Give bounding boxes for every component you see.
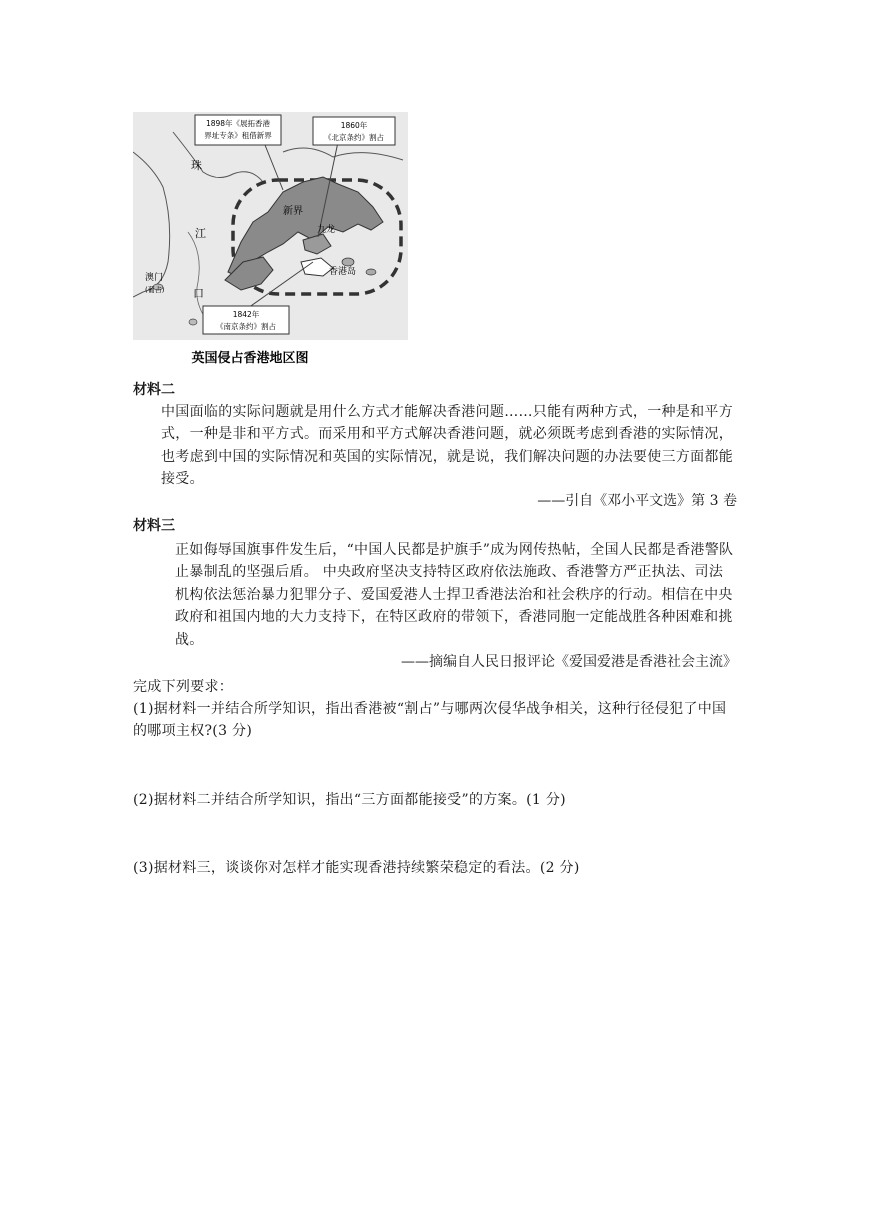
label-1860-line2: 《北京条约》割占	[324, 133, 384, 142]
river-label-zhu: 珠	[191, 159, 202, 172]
question-2: (2)据材料二并结合所学知识，指出“三方面都能接受”的方案。(1 分)	[133, 792, 566, 808]
place-jiulong: 九龙	[317, 225, 336, 235]
questions-intro: 完成下列要求：	[133, 679, 234, 695]
material-2-text: 中国面临的实际问题就是用什么方式才能解决香港问题……只能有两种方式，一种是和平方式，一种是非和平方式。而采用和平方式解决香港问题，就必须既考虑到香港的实际情况，也考虑到中国的实际情况和英国的实际情况，就是说，我们解决问题的办法要使三方面都能接受。	[161, 404, 733, 488]
hong-kong-map-figure	[133, 112, 408, 370]
material-2-heading: 材料二	[133, 382, 175, 398]
place-aomen-sub: (葡占)	[145, 286, 165, 294]
river-label-jiang: 江	[195, 227, 206, 240]
river-label-kou: 口	[193, 287, 204, 300]
label-1898-line1: 1898年《展拓香港	[205, 119, 271, 128]
material-2-body	[133, 401, 737, 491]
material-3-heading: 材料三	[133, 518, 175, 534]
place-aomen: 澳门	[145, 273, 164, 283]
material-3-body	[133, 539, 737, 651]
material-3-source: ——摘编自人民日报评论《爱国爱港是香港社会主流》	[401, 654, 737, 670]
hong-kong-map	[133, 112, 408, 370]
label-1842-line1: 1842年	[232, 310, 260, 319]
place-xianggangdao: 香港岛	[329, 267, 357, 277]
label-1842-line2: 《南京条约》割占	[216, 322, 276, 331]
question-1: (1)据材料一并结合所学知识，指出香港被“割占”与哪两次侵华战争相关，这种行径侵犯了中国的哪项主权?(3 分)	[133, 701, 727, 739]
material-2-source: ——引自《邓小平文选》第 3 卷	[537, 493, 737, 509]
place-xinjie: 新界	[283, 206, 303, 217]
label-1860-line1: 1860年	[340, 121, 368, 130]
map-caption: 英国侵占香港地区图	[191, 351, 309, 366]
material-3-text: 正如侮辱国旗事件发生后，“中国人民都是护旗手”成为网传热帖，全国人民都是香港警队止暴制乱的坚强后盾。 中央政府坚决支持特区政府依法施政、香港警方严正执法、司法机构依法惩治暴力犯罪分子、爱国爱港人士捍卫香港法治和社会秩序的行动。相信在中央政府和祖国内地的大力支持下，在特区政府的带领下，香港同胞一定能战胜各种困难和挑战。	[175, 542, 734, 648]
label-1898-line2: 界址专条》租借新界	[204, 131, 272, 140]
question-3: (3)据材料三，谈谈你对怎样才能实现香港持续繁荣稳定的看法。(2 分)	[133, 860, 580, 876]
